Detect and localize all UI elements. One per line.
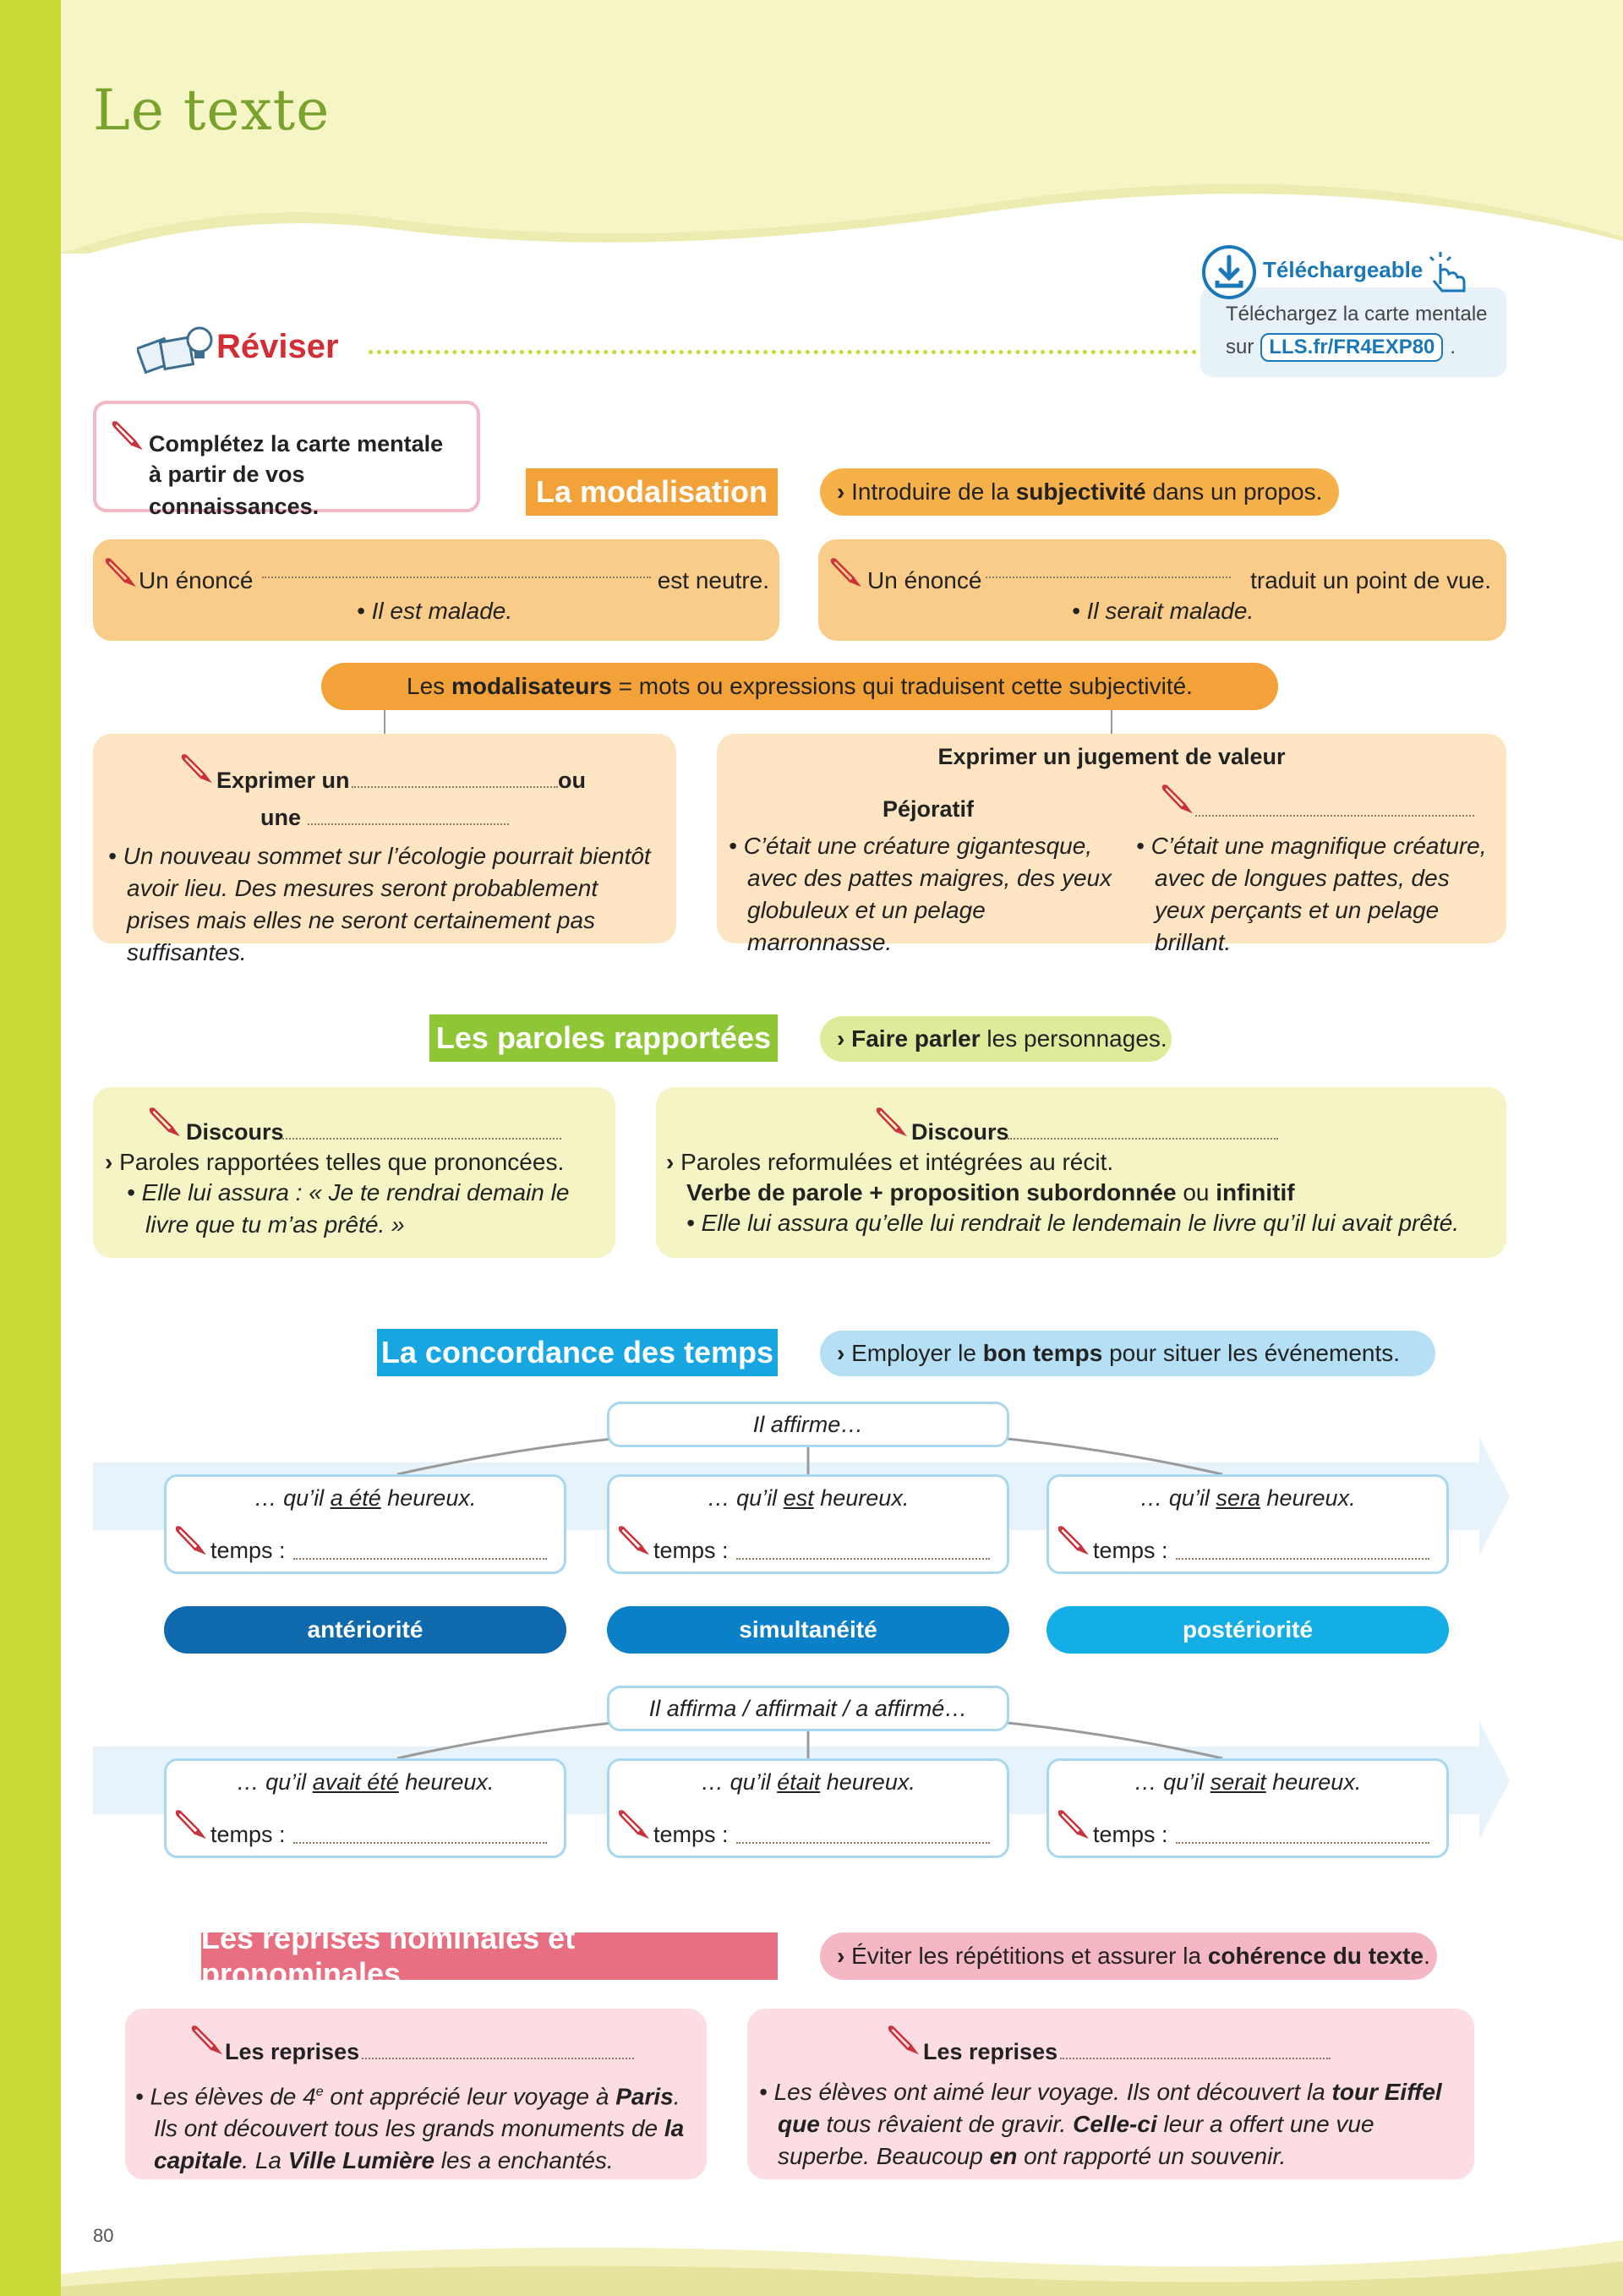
concordance-tag: La concordance des temps bbox=[377, 1329, 778, 1376]
pejoratif-label: Péjoratif bbox=[883, 796, 975, 822]
present-head: Il affirme… bbox=[607, 1402, 1009, 1447]
present-sentence: … qu’il a été heureux. bbox=[254, 1485, 477, 1511]
paroles-goal: › Faire parler les personnages. bbox=[820, 1016, 1172, 1062]
exprimer-blank-2[interactable] bbox=[308, 823, 509, 825]
past-sentence: … qu’il avait été heureux. bbox=[236, 1769, 495, 1795]
present-box-2 bbox=[1046, 1474, 1449, 1574]
footer-wave bbox=[61, 2223, 1623, 2296]
melioratif-blank[interactable] bbox=[1195, 815, 1474, 817]
neutral-blank[interactable] bbox=[262, 577, 651, 578]
past-sentence: … qu’il serait heureux. bbox=[1134, 1769, 1362, 1795]
connector-line bbox=[384, 710, 385, 735]
present-sentence: … qu’il est heureux. bbox=[707, 1485, 910, 1511]
modalisation-goal-pre: Introduire de la bbox=[851, 478, 1009, 505]
neutral-pre: Un énoncé bbox=[139, 567, 254, 593]
reprises-left-example: • Les élèves de 4e ont apprécié leur voyage à Paris. Ils ont découvert tous les grands monuments de la capitale. La Ville Lumière les a enchantés. bbox=[135, 2083, 685, 2174]
connector-line bbox=[1111, 710, 1112, 735]
page-number: 80 bbox=[93, 2225, 114, 2246]
pejoratif-example: • C’était une créature gigantesque, avec des pattes maigres, des yeux globuleux et un pelage marronnasse. bbox=[729, 833, 1112, 955]
present-box-0 bbox=[164, 1474, 566, 1574]
jugement-title: Exprimer un jugement de valeur bbox=[937, 744, 1286, 769]
discours-direct-label: Discours bbox=[186, 1119, 284, 1145]
past-sentence: … qu’il était heureux. bbox=[701, 1769, 915, 1795]
download-line2-prefix: sur bbox=[1226, 336, 1254, 358]
reprises-right-blank[interactable] bbox=[1060, 2058, 1331, 2059]
reviser-label: Réviser bbox=[216, 328, 339, 365]
neutral-example: • Il est malade. bbox=[357, 598, 513, 624]
past-box-0 bbox=[164, 1758, 566, 1858]
pen-icon bbox=[1161, 781, 1195, 815]
past-temps-label: temps : bbox=[1093, 1822, 1168, 1847]
download-line1: Téléchargez la carte mentale bbox=[1226, 303, 1488, 325]
present-temps-label: temps : bbox=[1093, 1538, 1168, 1563]
pen-icon bbox=[876, 1104, 910, 1138]
exprimer-une: une bbox=[260, 805, 302, 830]
pen-icon bbox=[1057, 1522, 1091, 1556]
discours-indirect-box bbox=[656, 1087, 1506, 1258]
present-temps-blank[interactable] bbox=[736, 1558, 990, 1560]
discours-indirect-example: • Elle lui assura qu’elle lui rendrait le lendemain le livre qu’il lui avait prêté. bbox=[686, 1210, 1460, 1236]
download-icon[interactable] bbox=[1200, 243, 1258, 301]
left-color-bar bbox=[0, 0, 61, 2296]
pen-icon bbox=[1057, 1807, 1091, 1840]
pen-icon bbox=[175, 1522, 209, 1556]
modalisateurs-definition: Les modalisateurs = mots ou expressions qui traduisent cette subjectivité. bbox=[321, 663, 1278, 710]
download-suffix: . bbox=[1450, 336, 1456, 358]
reprises-left-label: Les reprises bbox=[225, 2039, 360, 2064]
past-temps-blank[interactable] bbox=[293, 1842, 547, 1844]
reviser-icon bbox=[137, 321, 218, 380]
pen-icon bbox=[105, 555, 139, 588]
subjective-example: • Il serait malade. bbox=[1072, 598, 1254, 624]
discours-direct-blank[interactable] bbox=[282, 1138, 561, 1140]
exprimer-ou: ou bbox=[558, 768, 586, 793]
past-head: Il affirma / affirmait / a affirmé… bbox=[607, 1686, 1009, 1731]
instruction-box bbox=[93, 401, 480, 519]
present-temps-blank[interactable] bbox=[1176, 1558, 1429, 1560]
discours-indirect-label: Discours bbox=[911, 1119, 1009, 1145]
pen-icon bbox=[618, 1807, 652, 1840]
reprises-left-blank[interactable] bbox=[362, 2058, 634, 2059]
exprimer-blank-1[interactable] bbox=[352, 786, 558, 788]
reprises-tag: Les reprises nominales et pronominales bbox=[201, 1932, 778, 1980]
discours-indirect-desc: › Paroles reformulées et intégrées au récit. bbox=[666, 1149, 1114, 1175]
page-title: Le texte bbox=[93, 78, 331, 143]
melioratif-example: • C’était une magnifique créature, avec de longues pattes, des yeux perçants et un pelage brillant. bbox=[1136, 833, 1487, 955]
paroles-tag: Les paroles rapportées bbox=[429, 1014, 778, 1062]
discours-direct-desc: › Paroles rapportées telles que prononcées. bbox=[105, 1149, 565, 1175]
pen-icon bbox=[888, 2022, 921, 2056]
exprimer-example: • Un nouveau sommet sur l’écologie pourrait bientôt avoir lieu. Des mesures seront probablement prises mais elles ne seront certainement pas suffisantes. bbox=[108, 843, 651, 965]
jugement-box bbox=[717, 734, 1506, 955]
neutral-post: est neutre. bbox=[657, 567, 769, 593]
reprises-pronominales-box bbox=[747, 2009, 1474, 2179]
subjective-post: traduit un point de vue. bbox=[1250, 567, 1491, 593]
present-temps-label: temps : bbox=[653, 1538, 729, 1563]
discours-direct-example: • Elle lui assura : « Je te rendrai demain le livre que tu m’as prêté. » bbox=[127, 1179, 570, 1238]
present-temps-label: temps : bbox=[210, 1538, 286, 1563]
pen-icon bbox=[618, 1522, 652, 1556]
pen-icon bbox=[191, 2022, 225, 2056]
past-temps-label: temps : bbox=[653, 1822, 729, 1847]
pen-icon bbox=[112, 418, 145, 451]
discours-direct-box bbox=[93, 1087, 615, 1258]
modalisation-subjective-box bbox=[818, 539, 1506, 641]
exprimer-box bbox=[93, 734, 676, 965]
past-temps-blank[interactable] bbox=[736, 1842, 990, 1844]
modalisation-goal-post: dans un propos. bbox=[1152, 478, 1323, 505]
discours-indirect-blank[interactable] bbox=[1008, 1138, 1278, 1140]
present-temps-blank[interactable] bbox=[293, 1558, 547, 1560]
pen-icon bbox=[830, 555, 864, 588]
reprises-goal: › Éviter les répétitions et assurer la cohérence du texte . bbox=[820, 1932, 1437, 1980]
pen-icon bbox=[149, 1104, 183, 1138]
hand-pointer-icon bbox=[1422, 247, 1469, 298]
relation-posteriorite: postériorité bbox=[1046, 1606, 1449, 1654]
relation-anteriorite: antériorité bbox=[164, 1606, 566, 1654]
reprises-right-example: • Les élèves ont aimé leur voyage. Ils ont découvert la tour Eiffel que tous rêvaient de gravir. Celle-ci leur a offert une vue superbe. Beaucoup en ont rapporté un souvenir. bbox=[759, 2079, 1442, 2169]
instruction-line2: à partir de vos connaissances. bbox=[149, 462, 320, 519]
modalisation-neutral-box bbox=[93, 539, 779, 641]
pen-icon bbox=[175, 1807, 209, 1840]
subjective-pre: Un énoncé bbox=[867, 567, 982, 593]
pen-icon bbox=[181, 751, 215, 784]
past-temps-label: temps : bbox=[210, 1822, 286, 1847]
instruction-line1: Complétez la carte mentale bbox=[149, 431, 444, 456]
relation-simultaneite: simultanéité bbox=[607, 1606, 1009, 1654]
download-link[interactable]: LLS.fr/FR4EXP80 bbox=[1260, 333, 1443, 362]
reprises-right-label: Les reprises bbox=[923, 2039, 1058, 2064]
reviser-dotted-line bbox=[369, 350, 1197, 354]
reprises-nominales-box bbox=[125, 2009, 707, 2179]
download-label: Téléchargeable bbox=[1263, 257, 1424, 282]
present-box-1 bbox=[607, 1474, 1009, 1574]
modalisation-goal: › Introduire de la subjectivité dans un propos. bbox=[820, 468, 1339, 516]
past-temps-blank[interactable] bbox=[1176, 1842, 1429, 1844]
concordance-goal: › Employer le bon temps pour situer les événements. bbox=[820, 1331, 1435, 1376]
exprimer-label: Exprimer un bbox=[216, 768, 350, 793]
modalisation-goal-bold: subjectivité bbox=[1015, 478, 1146, 505]
download-panel bbox=[1200, 243, 1506, 377]
subjective-blank[interactable] bbox=[986, 577, 1231, 578]
modalisation-tag: La modalisation bbox=[526, 468, 778, 516]
discours-indirect-rule: Verbe de parole + proposition subordonnée ou infinitif bbox=[686, 1179, 1295, 1205]
past-box-1 bbox=[607, 1758, 1009, 1858]
past-box-2 bbox=[1046, 1758, 1449, 1858]
present-sentence: … qu’il sera heureux. bbox=[1139, 1485, 1356, 1511]
